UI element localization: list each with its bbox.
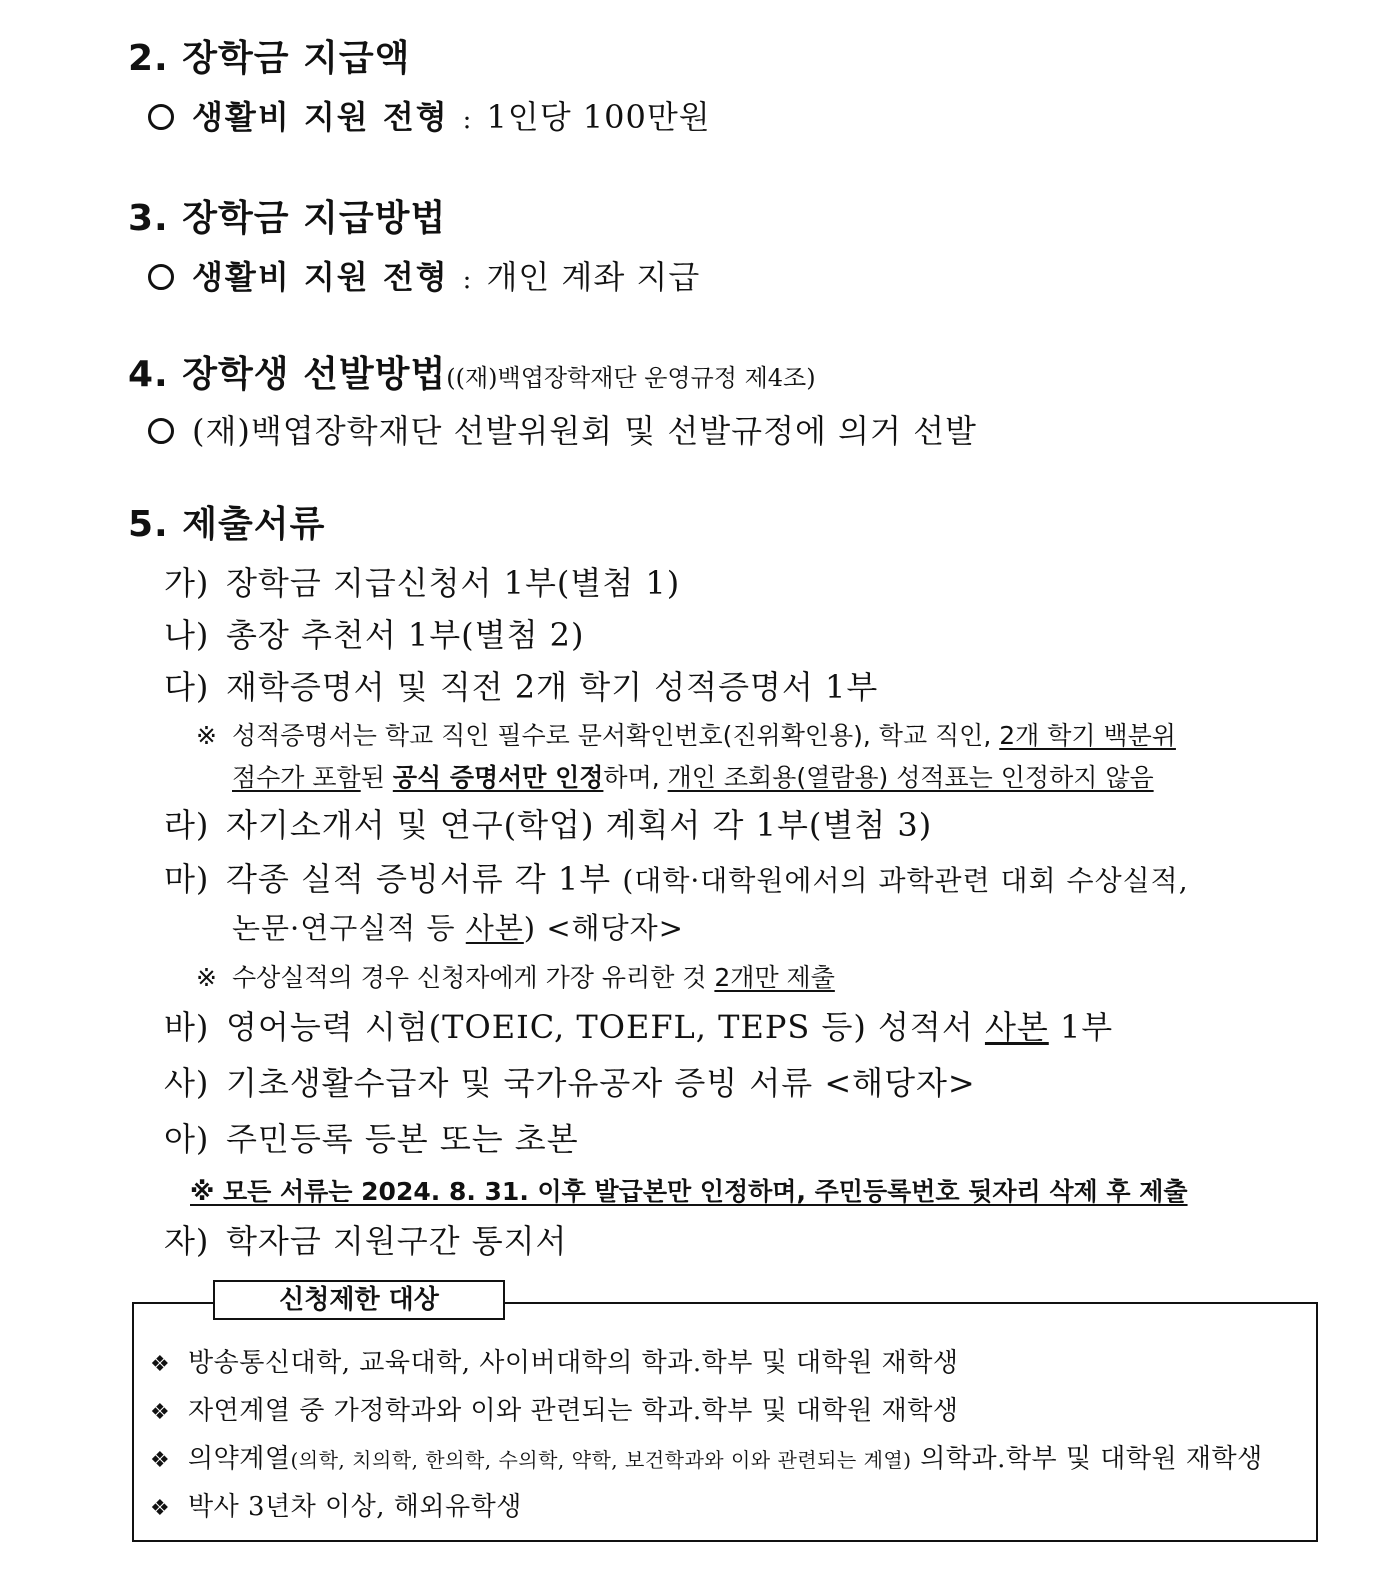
item-label: 다) xyxy=(164,668,210,706)
note-text: 수상실적의 경우 신청자에게 가장 유리한 것 xyxy=(232,963,715,992)
item-label: 생활비 지원 전형 xyxy=(192,98,449,136)
item-label: 사) xyxy=(164,1064,210,1102)
doc-item-ma xyxy=(164,854,1189,900)
section-4-title-note: ((재)백엽장학재단 운영규정 제4조) xyxy=(446,364,816,392)
restriction-item xyxy=(150,1438,1263,1475)
note-da-line2 xyxy=(232,758,1154,794)
item-text: 학자금 지원구간 통지서 xyxy=(226,1222,568,1260)
note-bold-underlined: 공식 증명서만 인정 xyxy=(392,763,604,792)
item-text-small: (대학·대학원에서의 과학관련 대회 수상실적, xyxy=(622,864,1189,897)
section-2-item xyxy=(148,92,711,138)
doc-item-ma-line2 xyxy=(232,906,684,947)
section-4-item xyxy=(148,406,977,452)
section-3-title: 3. 장학금 지급방법 xyxy=(128,198,447,239)
doc-item-ba xyxy=(164,1002,1113,1048)
item-text: 1부 xyxy=(1048,1008,1114,1046)
restriction-title: 신청제한 대상 xyxy=(213,1280,505,1320)
note-underlined: 2개만 제출 xyxy=(714,963,835,992)
note-mark: ※ xyxy=(196,963,217,992)
restriction-item xyxy=(150,1390,959,1427)
circle-bullet-icon xyxy=(148,264,174,290)
item-label: 생활비 지원 전형 xyxy=(192,258,449,296)
item-text: 총장 추천서 1부(별첨 2) xyxy=(226,616,585,654)
note-underlined: 개인 조회용(열람용) 성적표는 인정하지 않음 xyxy=(667,763,1154,792)
item-text: ) <해당자> xyxy=(523,911,684,945)
item-label: 가) xyxy=(164,564,210,602)
item-text: 장학금 지급신청서 1부(별첨 1) xyxy=(226,564,681,602)
restriction-text: 의학과.학부 및 대학원 재학생 xyxy=(911,1444,1263,1474)
restriction-text: 자연계열 중 가정학과와 이와 관련되는 학과.학부 및 대학원 재학생 xyxy=(188,1396,959,1426)
restriction-text: 의약계열 xyxy=(188,1444,291,1474)
item-underlined: 사본 xyxy=(984,1008,1049,1046)
restriction-text: 방송통신대학, 교육대학, 사이버대학의 학과.학부 및 대학원 재학생 xyxy=(188,1348,959,1378)
note-underlined: 2개 학기 백분위 xyxy=(999,721,1176,750)
item-text: 재학증명서 및 직전 2개 학기 성적증명서 1부 xyxy=(226,668,879,706)
item-text: 영어능력 시험(TOEIC, TOEFL, TEPS 등) 성적서 xyxy=(226,1008,985,1046)
doc-item-na xyxy=(164,610,585,656)
note-mark: ※ xyxy=(196,721,217,750)
item-value: 개인 계좌 지급 xyxy=(486,258,701,296)
section-4-title xyxy=(128,346,816,397)
restriction-item xyxy=(150,1486,522,1523)
item-label: 바) xyxy=(164,1008,210,1046)
section-5-title: 5. 제출서류 xyxy=(128,504,326,545)
doc-item-ah xyxy=(164,1114,579,1160)
restriction-text-small: (의학, 치의학, 한의학, 수의학, 약학, 보건학과와 이와 관련되는 계열) xyxy=(290,1448,912,1472)
note-text: 하며, xyxy=(603,763,668,792)
note-all-documents: ※ 모든 서류는 2024. 8. 31. 이후 발급본만 인정하며, 주민등록번호 뒷자리 삭제 후 제출 xyxy=(190,1177,1188,1206)
item-value: 1인당 100만원 xyxy=(486,98,711,136)
note-text: 된 xyxy=(360,763,393,792)
doc-item-ga xyxy=(164,558,680,604)
circle-bullet-icon xyxy=(148,418,174,444)
note-ma xyxy=(196,958,835,994)
item-text: 기초생활수급자 및 국가유공자 증빙 서류 <해당자> xyxy=(226,1064,976,1102)
note-text: 성적증명서는 학교 직인 필수로 문서확인번호(진위확인용), 학교 직인, xyxy=(232,721,1000,750)
item-label: 아) xyxy=(164,1120,210,1158)
item-label: 라) xyxy=(164,806,210,844)
doc-item-ja xyxy=(164,1216,567,1262)
item-text: (재)백엽장학재단 선발위원회 및 선발규정에 의거 선발 xyxy=(192,412,977,450)
item-text: 논문·연구실적 등 xyxy=(232,911,466,945)
diamond-bullet-icon: ❖ xyxy=(150,1448,171,1473)
restriction-item xyxy=(150,1342,959,1379)
diamond-bullet-icon: ❖ xyxy=(150,1400,171,1425)
item-separator: : xyxy=(462,105,473,135)
item-text: 각종 실적 증빙서류 각 1부 xyxy=(226,860,623,898)
section-4-title-text: 4. 장학생 선발방법 xyxy=(128,354,447,395)
doc-item-sa xyxy=(164,1058,976,1104)
item-text: 주민등록 등본 또는 초본 xyxy=(226,1120,579,1158)
section-3-item xyxy=(148,252,700,298)
item-separator: : xyxy=(462,265,473,295)
item-text: 자기소개서 및 연구(학업) 계획서 각 1부(별첨 3) xyxy=(226,806,933,844)
item-label: 마) xyxy=(164,860,210,898)
section-2-title: 2. 장학금 지급액 xyxy=(128,38,411,79)
diamond-bullet-icon: ❖ xyxy=(150,1496,171,1521)
circle-bullet-icon xyxy=(148,104,174,130)
doc-item-da xyxy=(164,662,878,708)
doc-item-ra xyxy=(164,800,932,846)
restriction-text: 박사 3년차 이상, 해외유학생 xyxy=(188,1492,522,1522)
item-label: 자) xyxy=(164,1222,210,1260)
diamond-bullet-icon: ❖ xyxy=(150,1352,171,1377)
note-underlined: 점수가 포함 xyxy=(232,763,361,792)
item-label: 나) xyxy=(164,616,210,654)
item-underlined: 사본 xyxy=(465,911,524,945)
note-da-line1 xyxy=(196,716,1176,752)
